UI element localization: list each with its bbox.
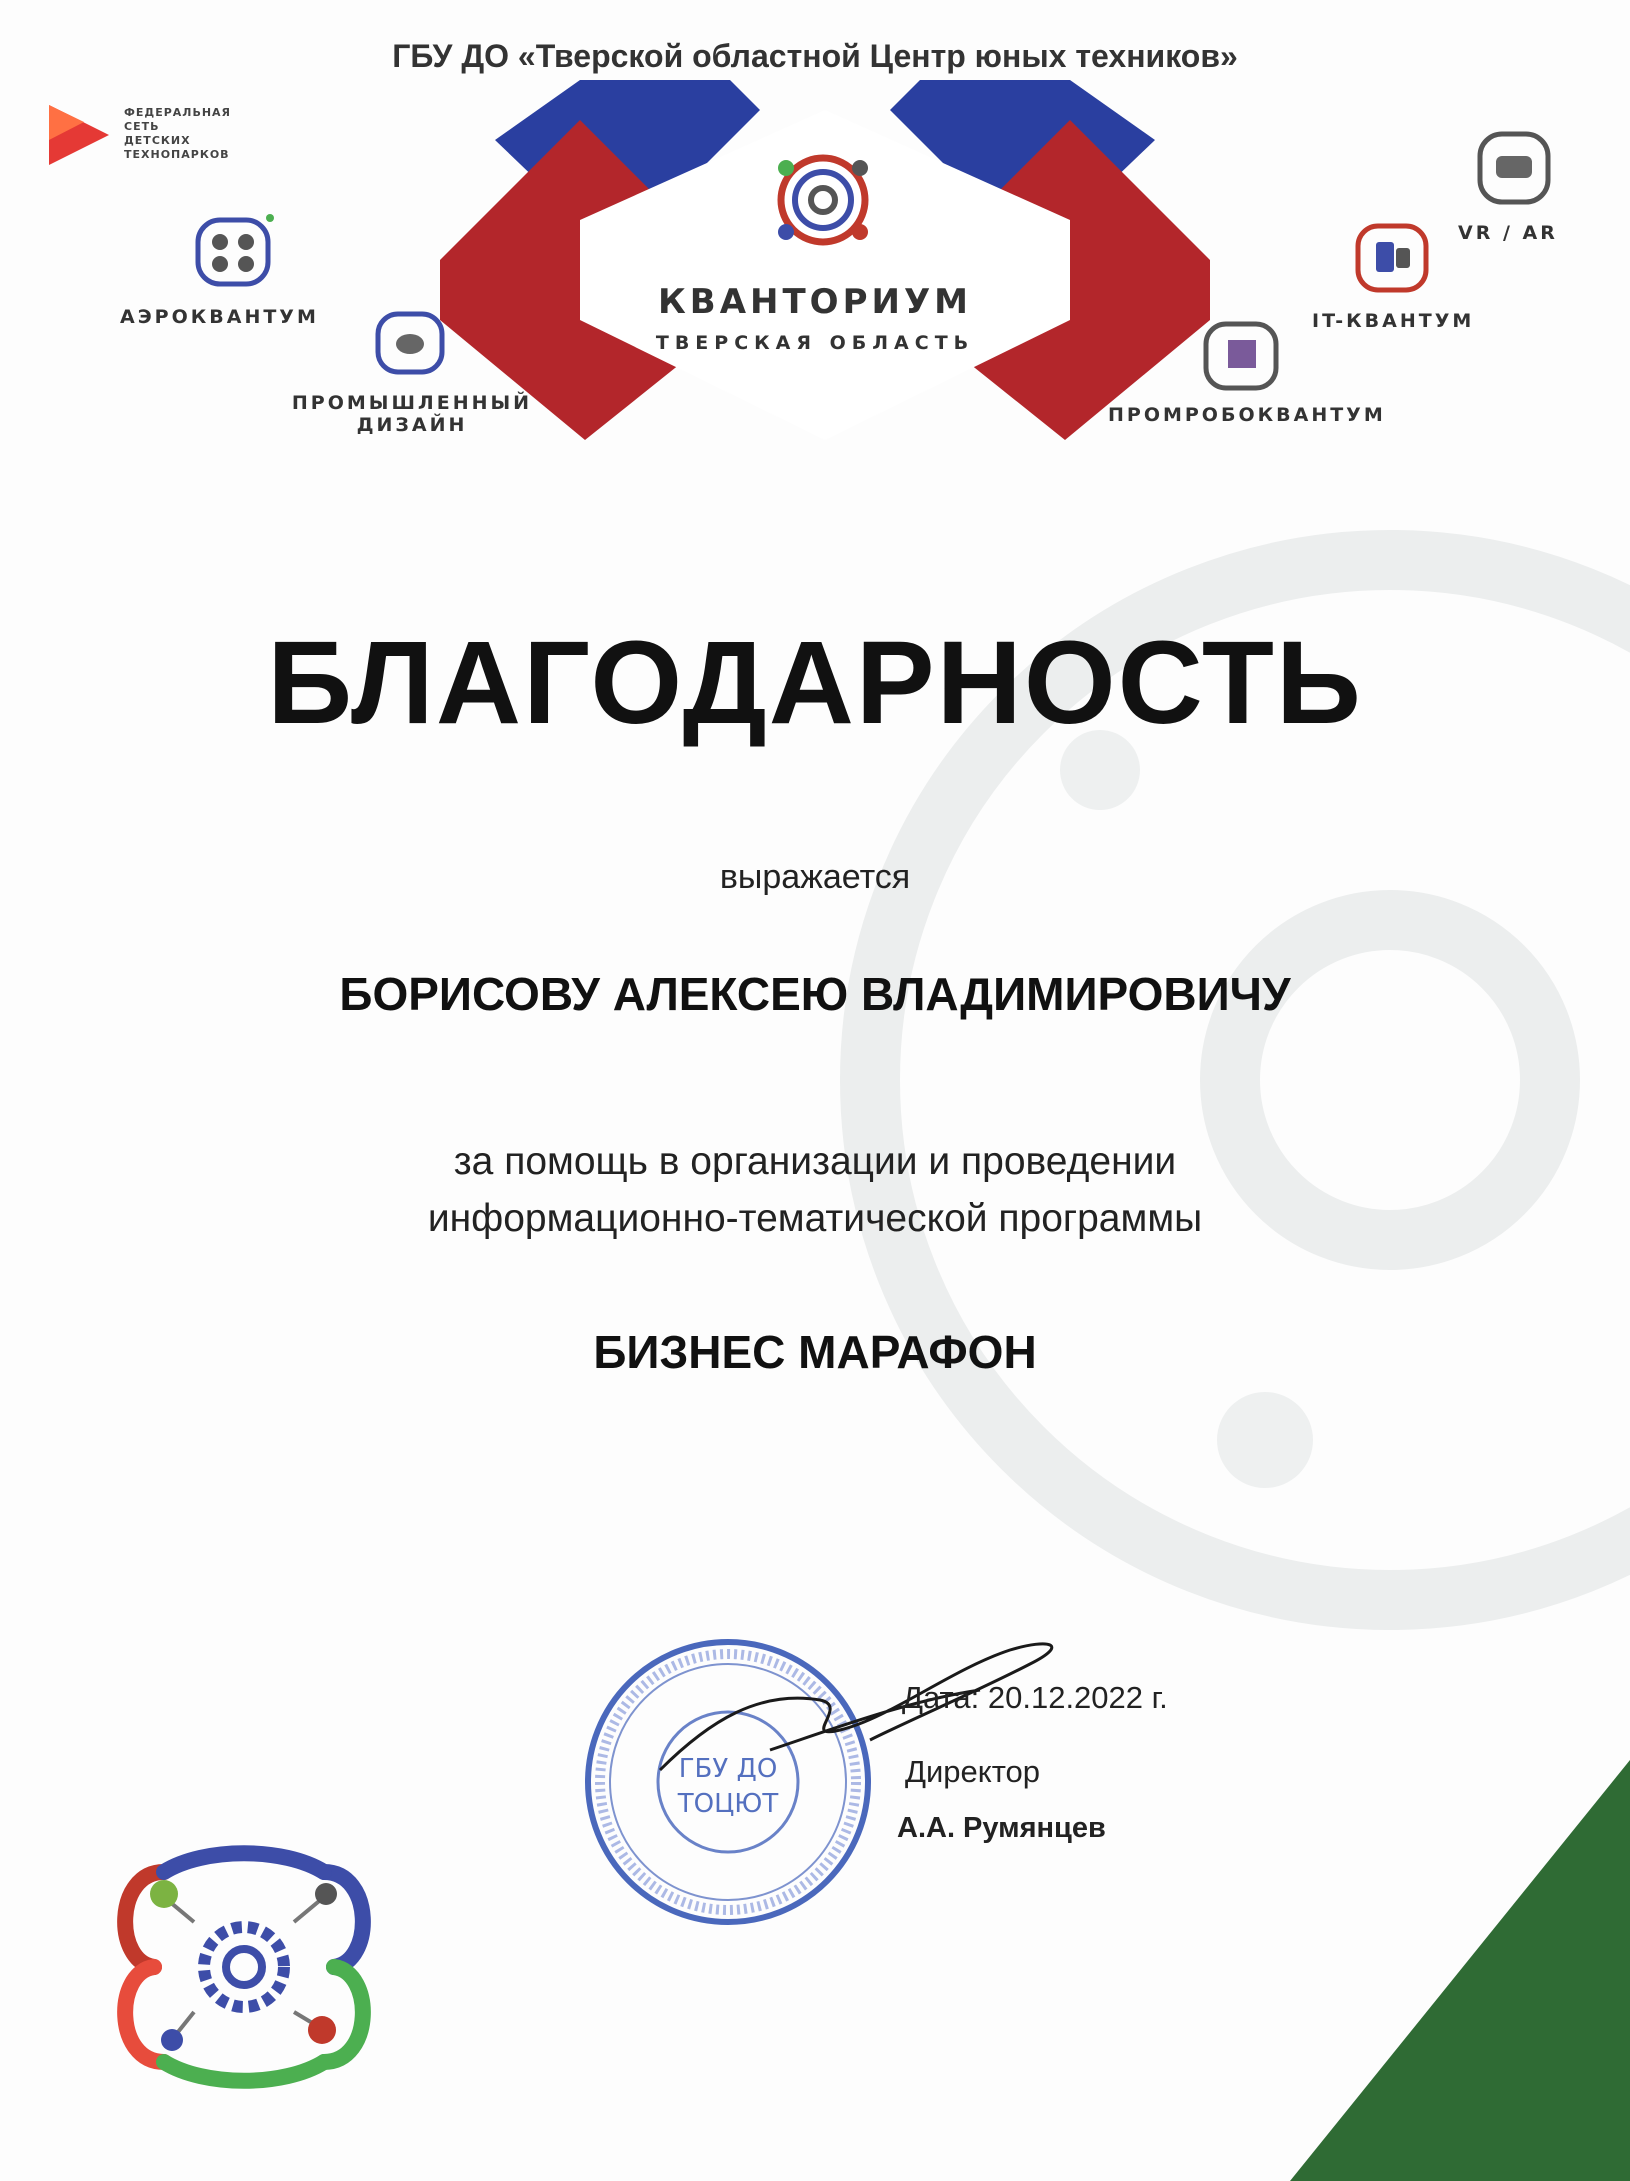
it-quantum-label: IT-КВАНТУМ xyxy=(1312,310,1475,332)
aero-quantum-icon xyxy=(188,212,278,292)
stamp-center-line2: ТОЦЮТ xyxy=(677,1789,779,1819)
brand-name: КВАНТОРИУМ xyxy=(658,282,972,322)
brand-region: ТВЕРСКАЯ ОБЛАСТЬ xyxy=(655,332,975,354)
recipient-name: БОРИСОВУ АЛЕКСЕЮ ВЛАДИМИРОВИЧУ xyxy=(339,968,1291,1020)
corner-green-triangle xyxy=(1290,1760,1630,2181)
certificate-subtitle: выражается xyxy=(719,858,911,896)
federal-network-logo-icon xyxy=(44,100,114,170)
federal-network-logo-text: ФЕДЕРАЛЬНАЯ СЕТЬ ДЕТСКИХ ТЕХНОПАРКОВ xyxy=(124,106,232,161)
certificate-title: БЛАГОДАРНОСТЬ xyxy=(267,617,1363,749)
center-logo xyxy=(104,1842,384,2092)
reason-text: за помощь в организации и проведении информационно-тематической программы xyxy=(427,1140,1203,1240)
aero-quantum-label: АЭРОКВАНТУМ xyxy=(120,306,319,328)
organization-name: ГБУ ДО «Тверской областной Центр юных техников» xyxy=(392,38,1238,74)
issue-date: Дата: 20.12.2022 г. xyxy=(902,1680,1168,1715)
kvantorium-gear-icon xyxy=(758,140,888,260)
robo-quantum-icon xyxy=(1198,318,1284,394)
vr-ar-label: VR / AR xyxy=(1458,222,1558,244)
industrial-design-label: ПРОМЫШЛЕННЫЙ ДИЗАЙН xyxy=(291,392,533,436)
industrial-design-icon xyxy=(370,308,450,378)
vr-ar-icon xyxy=(1474,128,1554,208)
robo-quantum-label: ПРОМРОБОКВАНТУМ xyxy=(1108,404,1386,426)
program-name: БИЗНЕС МАРАФОН xyxy=(593,1326,1037,1378)
it-quantum-icon xyxy=(1352,220,1432,296)
stamp-center-line1: ГБУ ДО xyxy=(678,1754,778,1784)
signer-name: А.А. Румянцев xyxy=(897,1812,1106,1844)
signer-role: Директор xyxy=(905,1754,1041,1789)
